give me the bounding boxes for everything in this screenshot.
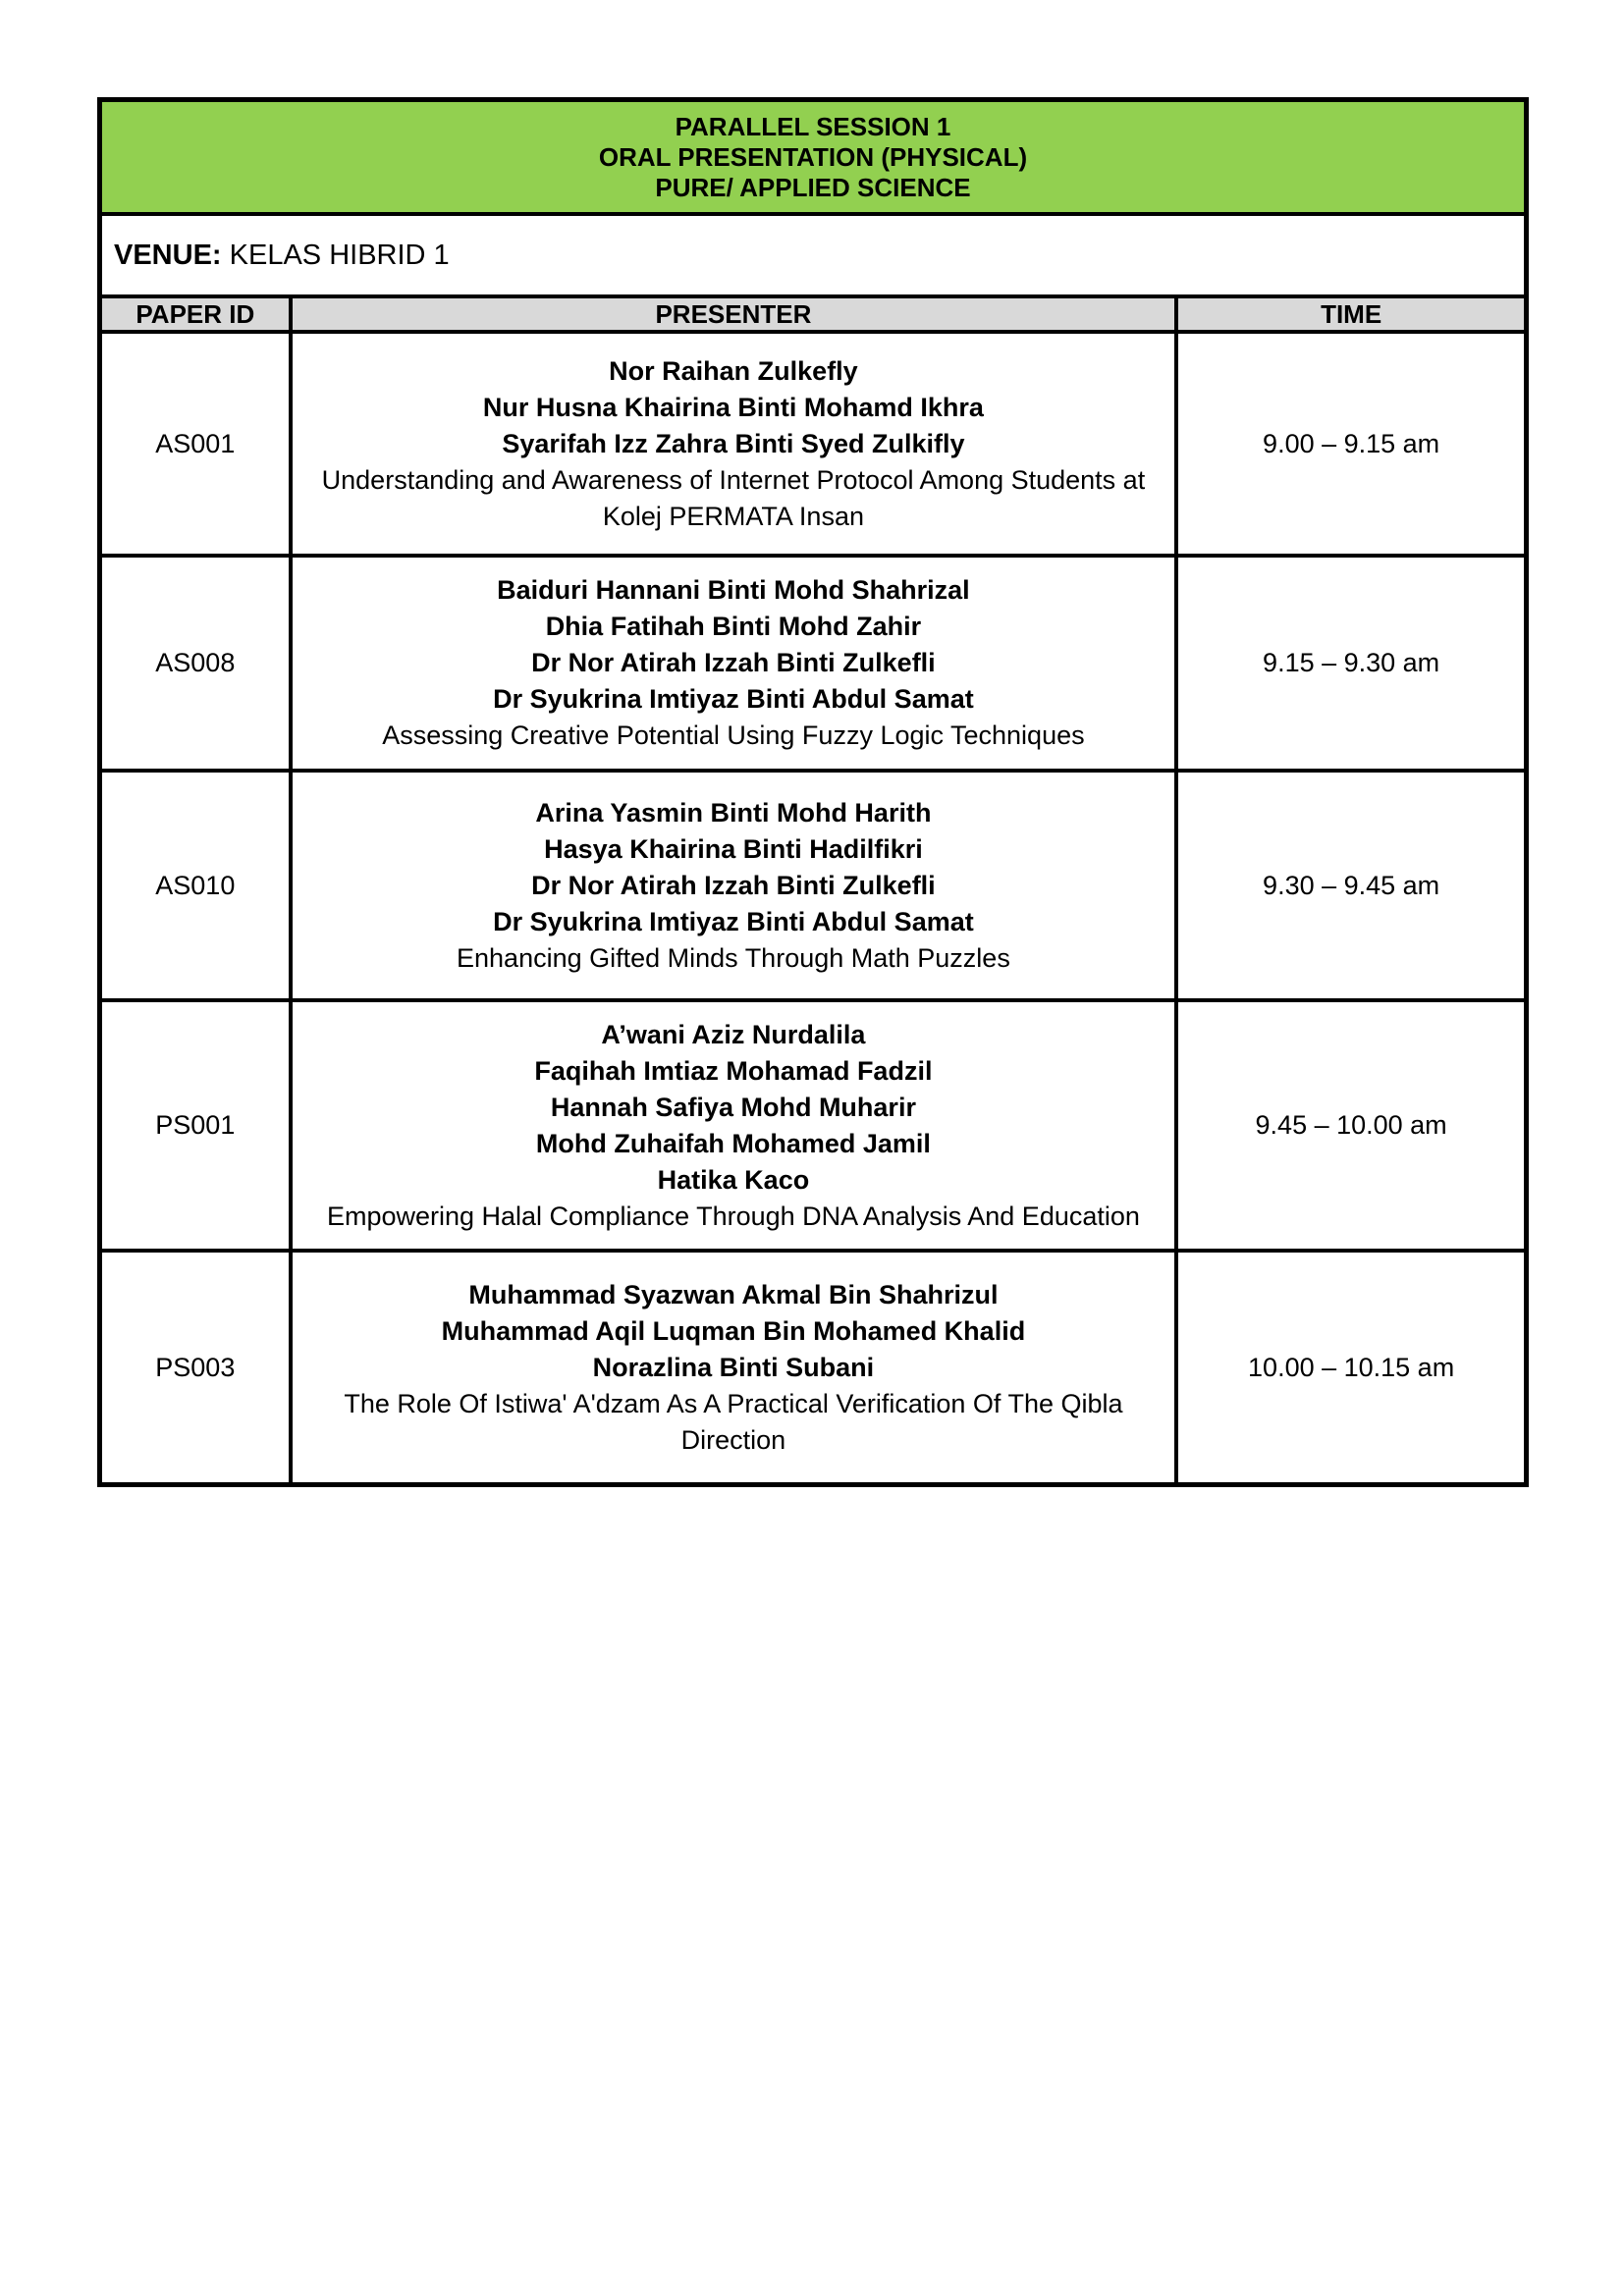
time-slot: 9.15 – 9.30 am [1176, 556, 1526, 771]
presenter-name: Muhammad Aqil Luqman Bin Mohamed Khalid [441, 1315, 1026, 1346]
paper-title: The Role Of Istiwa' A'dzam As A Practical Verification Of The Qibla Direction [344, 1388, 1123, 1455]
presenter-name: Dhia Fatihah Binti Mohd Zahir [545, 612, 922, 641]
table-row [100, 1000, 1527, 1251]
column-header-presenter: PRESENTER [291, 296, 1177, 332]
presenter-name: Muhammad Syazwan Akmal Bin Shahrizul [468, 1279, 999, 1309]
time-slot: 10.00 – 10.15 am [1176, 1251, 1526, 1485]
presenter-name: Dr Nor Atirah Izzah Binti Zulkefli [531, 648, 936, 677]
presenter-cell [291, 1251, 1177, 1485]
time-slot: 9.45 – 10.00 am [1176, 1000, 1526, 1251]
presenter-cell [291, 771, 1177, 1000]
presenter-name: Dr Nor Atirah Izzah Binti Zulkefli [531, 870, 936, 900]
presenter-name: Baiduri Hannani Binti Mohd Shahrizal [497, 575, 970, 605]
table-row [100, 556, 1527, 771]
time-slot: 9.30 – 9.45 am [1176, 771, 1526, 1000]
presenter-cell [291, 556, 1177, 771]
paper-id: AS008 [100, 556, 291, 771]
venue-value: KELAS HIBRID 1 [229, 239, 450, 271]
presenter-name: Nor Raihan Zulkefly [609, 355, 858, 386]
venue-row [100, 214, 1527, 296]
presenter-name: Hasya Khairina Binti Hadilfikri [544, 833, 923, 864]
presenter-name: Dr Syukrina Imtiyaz Binti Abdul Samat [493, 906, 974, 936]
presenter-cell [291, 1000, 1177, 1251]
column-header-time: TIME [1176, 296, 1526, 332]
paper-title: Enhancing Gifted Minds Through Math Puzzles [457, 942, 1010, 973]
session-type: ORAL PRESENTATION (PHYSICAL) [598, 141, 1028, 172]
presenter-name: Hatika Kaco [657, 1164, 810, 1195]
presenter-name: Faqihah Imtiaz Mohamad Fadzil [534, 1055, 933, 1086]
paper-title: Assessing Creative Potential Using Fuzzy Logic Techniques [382, 721, 1085, 750]
paper-id: AS010 [100, 771, 291, 1000]
schedule-table [97, 97, 1529, 1487]
paper-title: Empowering Halal Compliance Through DNA Analysis And Education [326, 1201, 1140, 1231]
presenter-name: Arina Yasmin Binti Mohd Harith [535, 797, 932, 828]
paper-title: Understanding and Awareness of Internet Protocol Among Students at Kolej PERMATA Insan [321, 464, 1146, 531]
presenter-name: Syarifah Izz Zahra Binti Syed Zulkifly [502, 428, 965, 458]
session-banner [100, 100, 1527, 215]
table-row [100, 332, 1527, 556]
presenter-name: Nur Husna Khairina Binti Mohamd Ikhra [482, 392, 984, 422]
session-title: PARALLEL SESSION 1 [675, 111, 951, 141]
presenter-name: Dr Syukrina Imtiyaz Binti Abdul Samat [493, 684, 974, 714]
presenter-name: Norazlina Binti Subani [592, 1352, 875, 1382]
paper-id: PS003 [100, 1251, 291, 1485]
presenter-name: Mohd Zuhaifah Mohamed Jamil [535, 1128, 931, 1158]
column-header-paper-id: PAPER ID [100, 296, 291, 332]
venue-label: VENUE: [114, 239, 222, 271]
presenter-name: A’wani Aziz Nurdalila [601, 1019, 866, 1049]
time-slot: 9.00 – 9.15 am [1176, 332, 1526, 556]
presenter-name: Hannah Safiya Mohd Muharir [550, 1092, 916, 1122]
table-row [100, 1251, 1527, 1485]
presenter-cell [291, 332, 1177, 556]
paper-id: AS001 [100, 332, 291, 556]
table-row [100, 771, 1527, 1000]
session-category: PURE/ APPLIED SCIENCE [655, 172, 971, 202]
paper-id: PS001 [100, 1000, 291, 1251]
